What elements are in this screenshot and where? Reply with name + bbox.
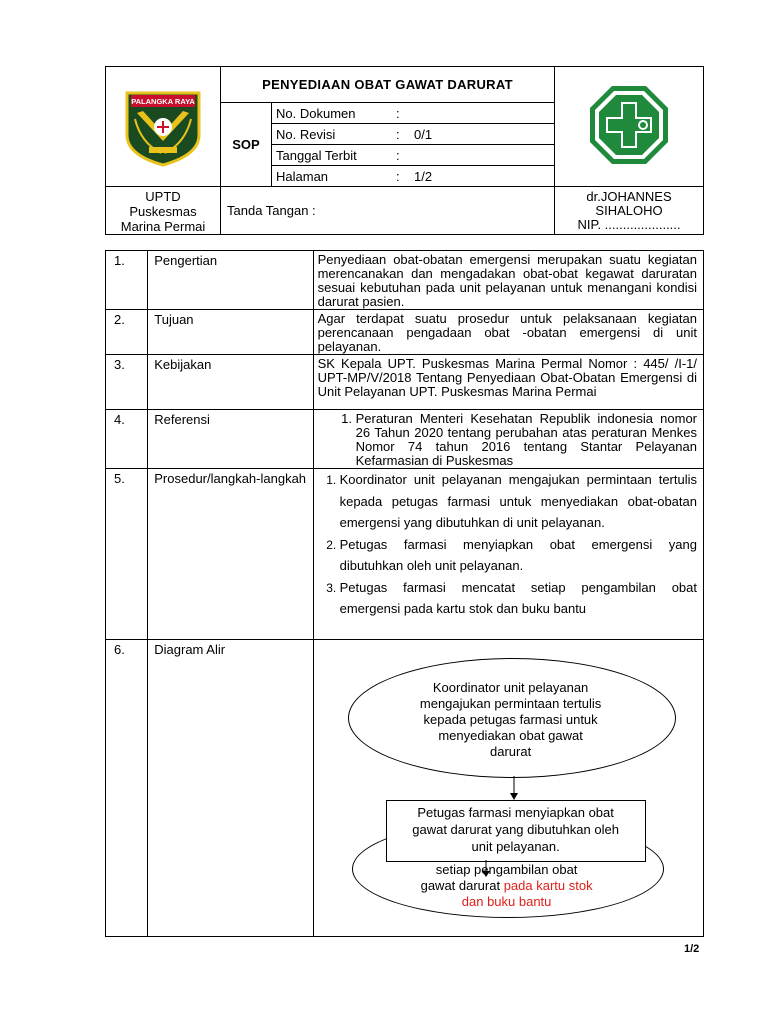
flow-line: unit pelayanan. <box>471 839 560 854</box>
row-label: Tujuan <box>148 310 313 355</box>
row-label: Diagram Alir <box>148 640 313 937</box>
flow-text-black: gawat darurat <box>420 878 504 893</box>
flow-line: gawat darurat yang dibutuhkan oleh <box>412 822 619 837</box>
procedure-step: 3. Petugas farmasi mencatat setiap pengambilan obat emergensi pada kartu stok dan buku bantu <box>340 577 697 620</box>
procedure-step: 2. Petugas farmasi menyiapkan obat emergensi yang dibutuhkan oleh unit pelayanan. <box>340 534 697 577</box>
signer-nip: NIP. ..................... <box>577 216 681 232</box>
flow-line: Petugas farmasi menyiapkan obat <box>417 805 614 820</box>
page-number: 1/2 <box>684 943 700 955</box>
row-number: 5. <box>106 469 148 640</box>
sop-label: SOP <box>221 103 272 187</box>
row-label: Prosedur/langkah-langkah <box>148 469 313 640</box>
flow-line <box>394 878 620 894</box>
org-logo-cell <box>106 67 221 187</box>
signer-line: dr.JOHANNES <box>586 188 672 204</box>
row-referensi <box>106 410 704 469</box>
puskesmas-cross-icon <box>588 84 670 166</box>
unit-line: Marina Permai <box>120 219 206 234</box>
procedure-step: 1. Koordinator unit pelayanan mengajukan permintaan tertulis kepada petugas farmasi untuk menyediakan obat-obatan emergensi yang dibutuhkan di unit pelayanan. <box>340 469 697 534</box>
flow-step-3-text <box>394 862 620 910</box>
meta-key: No. Dokumen <box>276 105 356 121</box>
row-kebijakan <box>106 355 704 410</box>
row-diagram <box>106 640 704 937</box>
right-logo-cell <box>555 67 704 187</box>
header-table <box>105 66 704 235</box>
row-text: Agar terdapat suatu prosedur untuk pelaksanaan kegiatan perencanaan pengadaan obat -obatan emergensi di unit pelayanan. <box>313 310 703 355</box>
row-text: SK Kepala UPT. Puskesmas Marina Permal Nomor : 445/ /I-1/ UPT-MP/V/2018 Tentang Penyediaan Obat-Obatan Emergensi di Unit Pelayanan UPT. Puskesmas Marina Permai <box>313 355 703 410</box>
flow-line: kepada petugas farmasi untuk <box>423 712 598 727</box>
palangka-raya-shield-icon <box>121 83 205 167</box>
meta-value: 1/2 <box>414 168 433 184</box>
meta-row-tanggal <box>272 145 555 166</box>
row-label: Kebijakan <box>148 355 313 410</box>
flow-text-red: dan buku bantu <box>461 894 552 909</box>
row-number: 3. <box>106 355 148 410</box>
meta-sep: : <box>396 168 400 184</box>
row-tujuan <box>106 310 704 355</box>
meta-value: 0/1 <box>414 126 433 142</box>
flow-line: Koordinator unit pelayanan <box>432 680 589 695</box>
flow-line: setiap pengambilan obat <box>435 862 578 877</box>
row-number: 2. <box>106 310 148 355</box>
row-pengertian <box>106 251 704 310</box>
flowchart-cell <box>313 640 703 937</box>
meta-sep: : <box>396 126 400 142</box>
row-list-cell <box>313 410 703 469</box>
meta-sep: : <box>396 147 400 163</box>
meta-sep: : <box>396 105 400 121</box>
unit-line: UPTD <box>145 189 181 204</box>
document-title: PENYEDIAAN OBAT GAWAT DARURAT <box>221 67 555 103</box>
meta-key: Tanggal Terbit <box>276 147 357 163</box>
logo-banner-text: PALANGKA RAYA <box>131 97 195 106</box>
row-prosedur <box>106 469 704 640</box>
meta-row-dokumen <box>272 103 555 124</box>
signature-label: Tanda Tangan : <box>221 187 555 235</box>
flow-step-1-text <box>398 680 624 760</box>
row-label: Referensi <box>148 410 313 469</box>
meta-row-halaman <box>272 166 555 187</box>
content-table <box>105 250 704 937</box>
row-list-cell <box>313 469 703 640</box>
meta-key: Halaman <box>276 168 329 184</box>
flow-line: menyediakan obat gawat <box>438 728 583 743</box>
row-text: Penyediaan obat-obatan emergensi merupakan suatu kegiatan merencanakan dan mengadakan obat-obat kegawat daruratan sesuai kebutuhan pada unit pelayanan untuk menangani kondisi darurat pasien. <box>313 251 703 310</box>
meta-key: No. Revisi <box>276 126 336 142</box>
flow-line: mengajukan permintaan tertulis <box>419 696 602 711</box>
unit-name-cell <box>106 187 221 235</box>
row-number: 1. <box>106 251 148 310</box>
signer-cell <box>555 187 704 235</box>
flow-line: darurat <box>489 744 532 759</box>
reference-item: 1. Peraturan Menteri Kesehatan Republik indonesia nomor 26 Tahun 2020 tentang perubahan atas peraturan Menkes Nomor 74 tahun 2016 tentang Stantar Pelayanan Kefarmasian di Puskesmas <box>356 412 697 468</box>
signer-line: SIHALOHO <box>595 202 663 218</box>
row-number: 4. <box>106 410 148 469</box>
row-number: 6. <box>106 640 148 937</box>
unit-line: Puskesmas <box>129 204 197 219</box>
flow-step-2-text <box>388 804 644 855</box>
meta-row-revisi <box>272 124 555 145</box>
flow-arrow-1 <box>509 776 519 800</box>
row-label: Pengertian <box>148 251 313 310</box>
flow-text-red: pada kartu stok <box>503 878 593 893</box>
